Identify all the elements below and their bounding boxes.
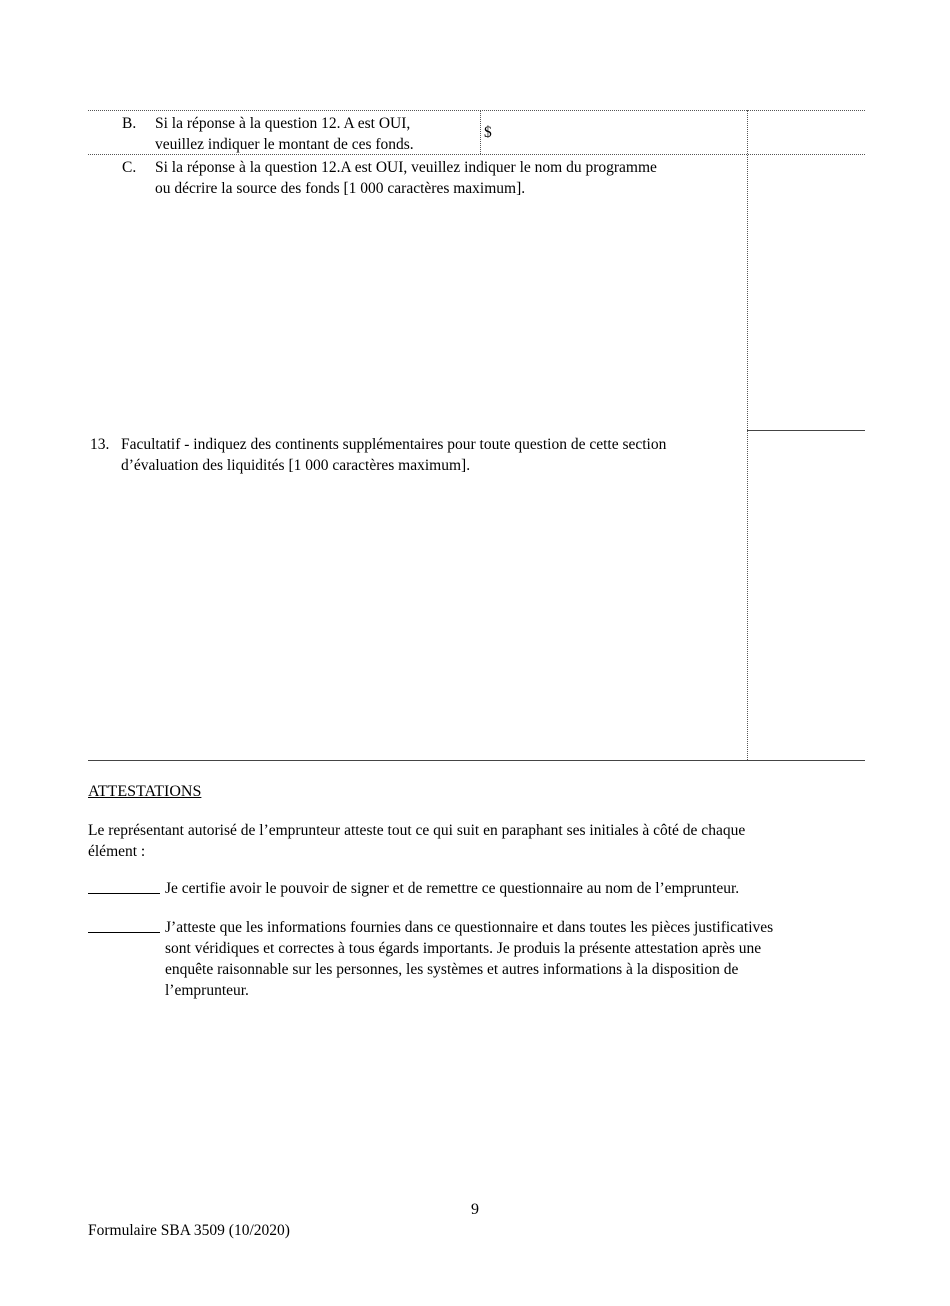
table-top-border <box>88 110 865 111</box>
question-13-line1: Facultatif - indiquez des continents supplémentaires pour toute question de cette section <box>121 436 667 453</box>
question-13-number: 13. <box>90 436 110 453</box>
attestations-intro <box>88 820 848 862</box>
attestations-title: ATTESTATIONS <box>88 783 202 800</box>
amount-field-divider <box>480 110 481 154</box>
amount-field[interactable] <box>496 112 744 152</box>
question-12c-label <box>155 157 745 199</box>
question-13-label <box>121 434 745 476</box>
table-bottom-border <box>88 760 865 761</box>
question-12c-letter: C. <box>122 159 137 176</box>
question-12c-line1: Si la réponse à la question 12.A est OUI, veuillez indiquer le nom du programme <box>155 159 657 176</box>
question-12b-letter: B. <box>122 115 137 132</box>
row-c-bottom-border <box>747 430 865 431</box>
question-12b-line2: veuillez indiquer le montant de ces fonds. <box>155 136 414 153</box>
currency-symbol: $ <box>484 124 492 141</box>
attestation-item-2-line2: sont véridiques et correctes à tous égards importants. Je produis la présente attestation après une <box>165 940 762 957</box>
additional-comments-field[interactable] <box>121 480 743 756</box>
initials-field[interactable] <box>88 917 160 933</box>
attestation-item-2-line4: l’emprunteur. <box>165 982 249 999</box>
attestations-intro-line2: élément : <box>88 843 146 860</box>
question-12b-label <box>155 113 475 155</box>
right-column-divider <box>747 110 748 760</box>
attestation-item <box>88 878 858 900</box>
question-12b-line1: Si la réponse à la question 12. A est OUI, <box>155 115 411 132</box>
attestation-item-1-text <box>165 878 855 899</box>
attestation-item-2-text <box>165 917 855 1001</box>
funds-source-field[interactable] <box>155 202 743 426</box>
question-12c-line2: ou décrire la source des fonds [1 000 caractères maximum]. <box>155 180 526 197</box>
attestation-item-1-line1: Je certifie avoir le pouvoir de signer et de remettre ce questionnaire au nom de l’emprunteur. <box>165 880 740 897</box>
attestations-intro-line1: Le représentant autorisé de l’emprunteur atteste tout ce qui suit en paraphant ses initiales à côté de chaque <box>88 822 746 839</box>
attestation-item-2-line1: J’atteste que les informations fournies dans ce questionnaire et dans toutes les pièces justificatives <box>165 919 774 936</box>
question-13-line2: d’évaluation des liquidités [1 000 caractères maximum]. <box>121 457 471 474</box>
page-number: 9 <box>471 1201 479 1218</box>
form-footer: Formulaire SBA 3509 (10/2020) <box>88 1222 290 1239</box>
attestation-item <box>88 917 858 999</box>
attestation-item-2-line3: enquête raisonnable sur les personnes, les systèmes et autres informations à la disposition de <box>165 961 739 978</box>
initials-field[interactable] <box>88 878 160 894</box>
